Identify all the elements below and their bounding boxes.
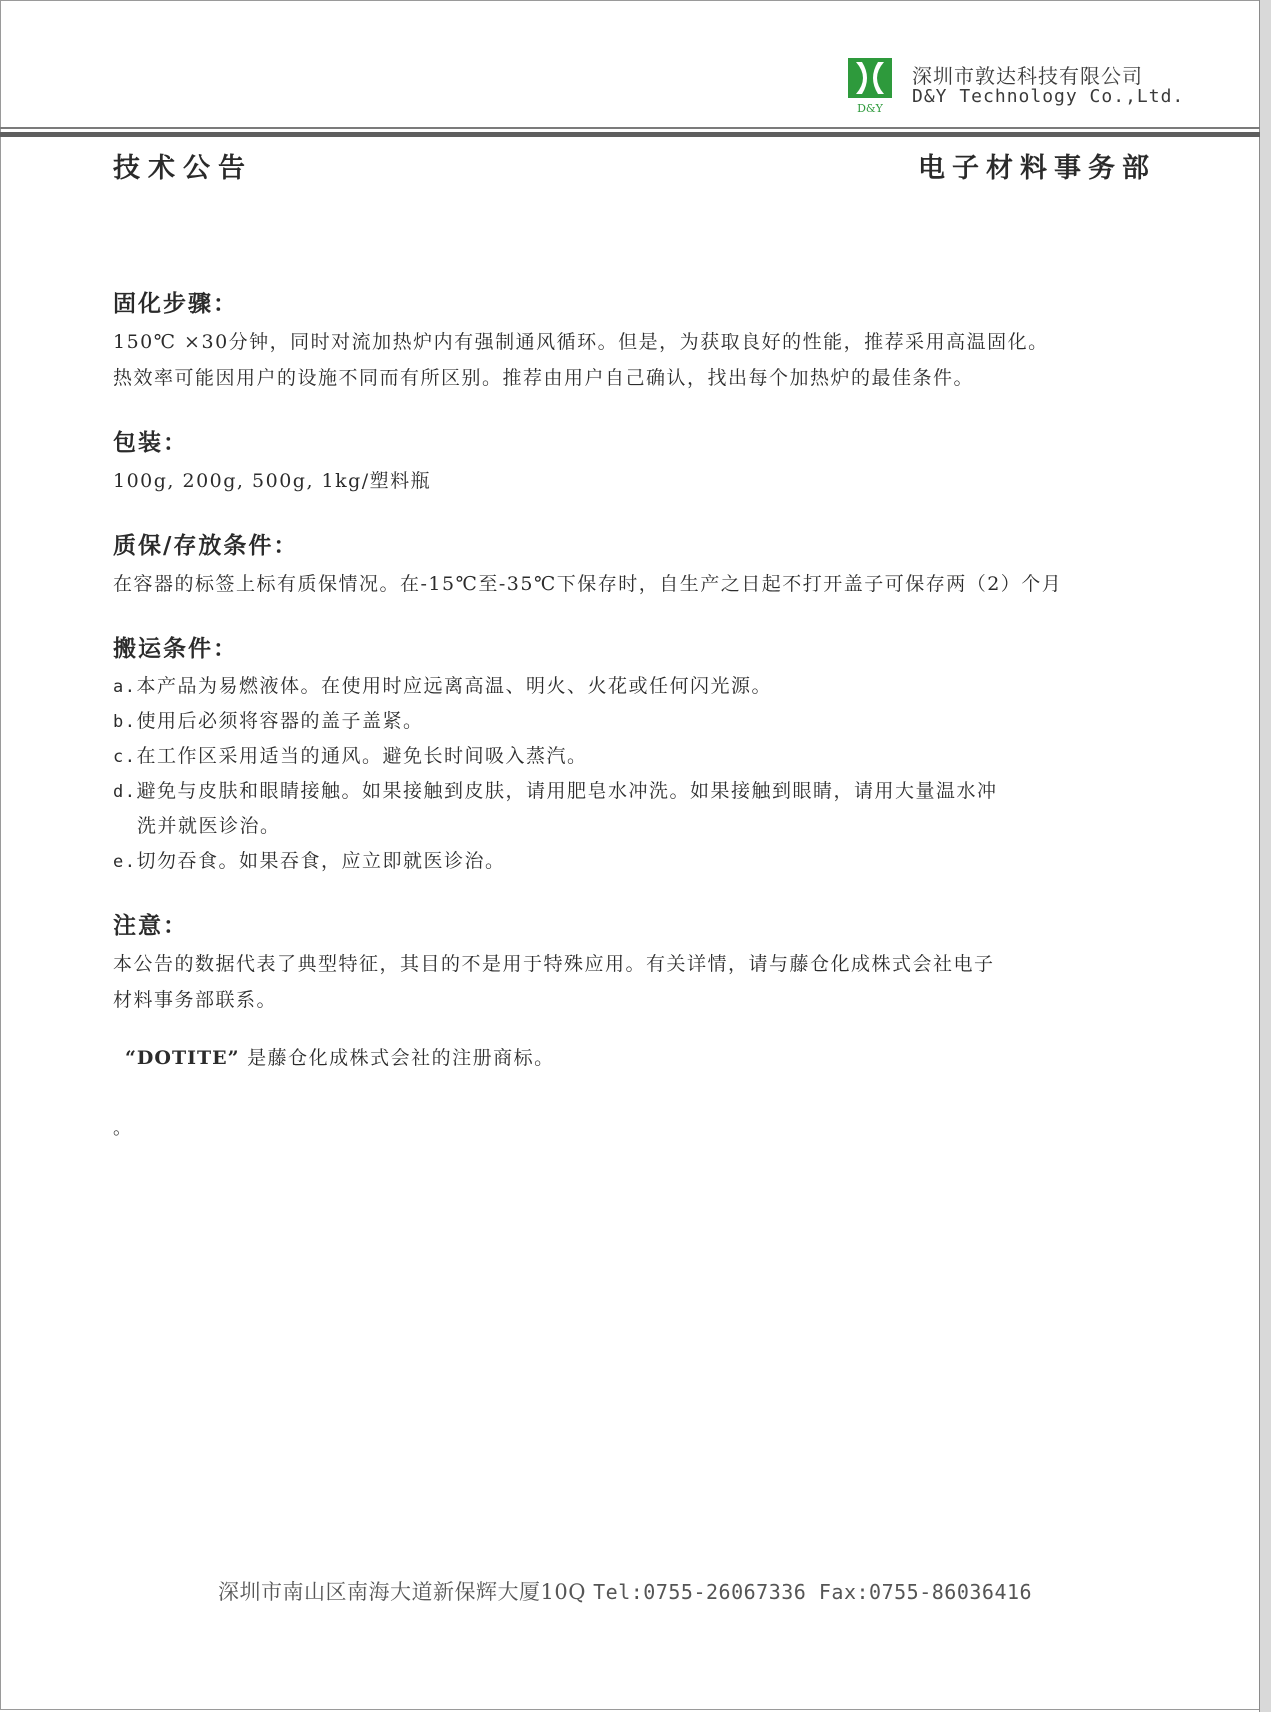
section-packaging <box>113 424 1153 499</box>
list-item-text: 本产品为易燃液体。在使用时应远离高温、明火、火花或任何闪光源。 <box>136 675 772 697</box>
list-marker: e. <box>113 852 137 872</box>
list-item <box>113 669 1153 704</box>
footer-contact <box>218 1576 1032 1606</box>
paragraph-line: 本公告的数据代表了典型特征，其目的不是用于特殊应用。有关详情，请与藤仓化成株式会社电子 <box>113 953 995 975</box>
paragraph-line: 在容器的标签上标有质保情况。在-15℃至-35℃下保存时，自生产之日起不打开盖子可保存两（2）个月 <box>113 573 1063 595</box>
trailing-mark: 。 <box>113 1118 131 1139</box>
section-handling <box>113 630 1153 879</box>
brand-name: “DOTITE” <box>125 1047 240 1069</box>
page-edge <box>1259 0 1271 1712</box>
list-marker: c. <box>113 747 137 767</box>
header-divider-thick <box>0 132 1260 137</box>
list-marker: a. <box>113 677 137 697</box>
list-marker: b. <box>113 712 137 732</box>
list-item-text: 避免与皮肤和眼睛接触。如果接触到皮肤，请用肥皂水冲洗。如果接触到眼睛，请用大量温水冲 <box>136 780 998 802</box>
list-item-text: 使用后必须将容器的盖子盖紧。 <box>136 710 424 732</box>
list-item-text: 在工作区采用适当的通风。避免长时间吸入蒸汽。 <box>136 745 588 767</box>
paragraph-line: 100g, 200g, 500g, 1kg/塑料瓶 <box>113 470 432 492</box>
list-marker: d. <box>113 782 137 802</box>
logo-text: D&Y <box>857 102 883 115</box>
section-title: 固化步骤： <box>113 290 238 317</box>
trademark-text: 是藤仓化成株式会社的注册商标。 <box>247 1047 555 1069</box>
section-curing <box>113 285 1153 396</box>
document-type-title: 技术公告 <box>113 153 253 184</box>
trademark-note <box>125 1040 1153 1076</box>
list-item <box>113 844 1153 879</box>
paragraph-line: 材料事务部联系。 <box>113 989 278 1011</box>
footer-phone-fax: Tel:0755-26067336 Fax:0755-86036416 <box>593 1580 1033 1604</box>
section-title: 搬运条件： <box>113 635 238 662</box>
list-item <box>113 704 1153 739</box>
section-title: 质保/存放条件： <box>113 532 299 559</box>
list-item <box>113 739 1153 774</box>
list-item-text: 切勿吞食。如果吞食，应立即就医诊治。 <box>136 850 506 872</box>
company-header <box>818 50 1218 120</box>
document-body <box>113 285 1153 1140</box>
list-item-continuation <box>113 809 1153 844</box>
section-notice <box>113 907 1153 1018</box>
company-name-en: D&Y Technology Co.,Ltd. <box>912 86 1185 107</box>
header-divider-thin <box>0 127 1260 129</box>
section-storage <box>113 527 1153 602</box>
section-title: 注意： <box>113 912 188 939</box>
list-item-text: 洗并就医诊治。 <box>137 815 281 837</box>
paragraph-line: 150℃ ×30分钟，同时对流加热炉内有强制通风循环。但是，为获取良好的性能，推荐采用高温固化。 <box>113 331 1049 353</box>
department-title: 电子材料事务部 <box>918 153 1156 184</box>
company-logo-icon <box>848 58 892 116</box>
company-name-cn: 深圳市敦达科技有限公司 <box>912 64 1143 88</box>
list-item <box>113 774 1153 809</box>
footer-address: 深圳市南山区南海大道新保辉大厦10Q <box>218 1580 586 1604</box>
section-title: 包装： <box>113 429 188 456</box>
paragraph-line: 热效率可能因用户的设施不同而有所区别。推荐由用户自己确认，找出每个加热炉的最佳条件。 <box>113 367 975 389</box>
